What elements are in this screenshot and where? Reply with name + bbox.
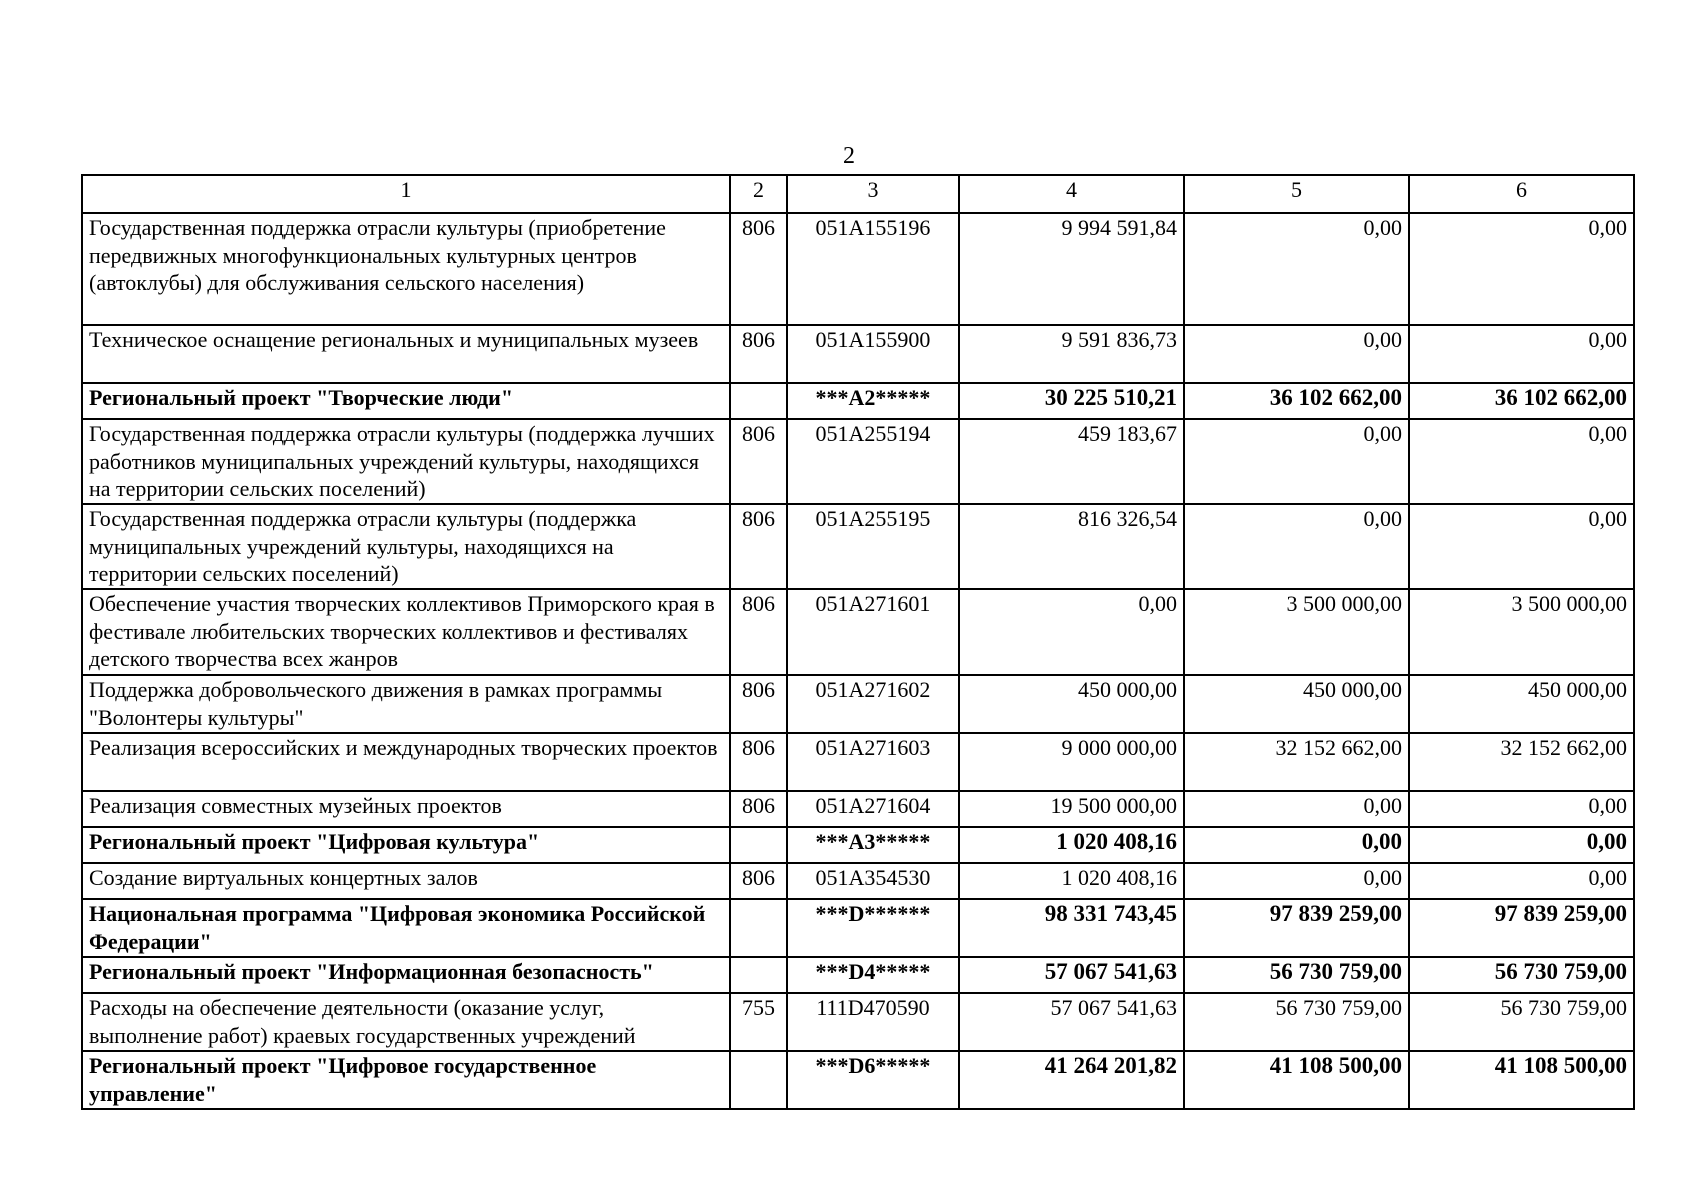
- row-value-6: 41 108 500,00: [1409, 1051, 1634, 1109]
- table-row: [82, 589, 1634, 675]
- table-row: [82, 827, 1634, 863]
- row-value-6: 36 102 662,00: [1409, 383, 1634, 419]
- table-row: [82, 504, 1634, 589]
- row-code: 051A155900: [787, 325, 959, 383]
- row-ved: [730, 827, 787, 863]
- table-header-row: [82, 175, 1634, 213]
- row-value-5: 0,00: [1184, 213, 1409, 325]
- row-value-4: 19 500 000,00: [959, 791, 1184, 827]
- row-value-5: 41 108 500,00: [1184, 1051, 1409, 1109]
- row-ved: 806: [730, 733, 787, 791]
- row-ved: [730, 1051, 787, 1109]
- page-number: 2: [843, 143, 855, 169]
- row-name: Государственная поддержка отрасли культуры (поддержка лучших работников муниципальных учреждений культуры, находящихся на территории сельских поселений): [82, 419, 730, 504]
- table-row: [82, 213, 1634, 325]
- row-value-4: 0,00: [959, 589, 1184, 675]
- column-header-6: 6: [1409, 175, 1634, 213]
- row-name: Государственная поддержка отрасли культуры (поддержка муниципальных учреждений культуры, находящихся на территории сельских поселений): [82, 504, 730, 589]
- table-row: [82, 957, 1634, 993]
- column-header-5: 5: [1184, 175, 1409, 213]
- row-value-4: 459 183,67: [959, 419, 1184, 504]
- row-value-5: 0,00: [1184, 863, 1409, 899]
- row-value-5: 0,00: [1184, 325, 1409, 383]
- row-value-5: 0,00: [1184, 504, 1409, 589]
- row-code: 051A271603: [787, 733, 959, 791]
- column-header-3: 3: [787, 175, 959, 213]
- column-header-1: 1: [82, 175, 730, 213]
- table-row: [82, 675, 1634, 733]
- row-name: Региональный проект "Информационная безопасность": [82, 957, 730, 993]
- row-ved: 806: [730, 589, 787, 675]
- row-ved: 806: [730, 863, 787, 899]
- row-code: ***А3*****: [787, 827, 959, 863]
- row-code: 051A271601: [787, 589, 959, 675]
- row-value-6: 56 730 759,00: [1409, 957, 1634, 993]
- row-value-4: 57 067 541,63: [959, 957, 1184, 993]
- table-row: [82, 733, 1634, 791]
- row-value-6: 56 730 759,00: [1409, 993, 1634, 1051]
- row-code: 051A255195: [787, 504, 959, 589]
- row-code: 051A155196: [787, 213, 959, 325]
- row-ved: 806: [730, 675, 787, 733]
- row-code: ***А2*****: [787, 383, 959, 419]
- row-value-4: 57 067 541,63: [959, 993, 1184, 1051]
- row-name: Обеспечение участия творческих коллективов Приморского края в фестивале любительских творческих коллективов и фестивалях детского творчества всех жанров: [82, 589, 730, 675]
- row-name: Реализация совместных музейных проектов: [82, 791, 730, 827]
- row-name: Государственная поддержка отрасли культуры (приобретение передвижных многофункциональных культурных центров (автоклубы) для обслуживания сельского населения): [82, 213, 730, 325]
- row-value-4: 41 264 201,82: [959, 1051, 1184, 1109]
- row-ved: [730, 383, 787, 419]
- row-ved: 806: [730, 419, 787, 504]
- row-value-6: 0,00: [1409, 504, 1634, 589]
- row-value-4: 98 331 743,45: [959, 899, 1184, 957]
- row-code: ***D6*****: [787, 1051, 959, 1109]
- row-value-5: 36 102 662,00: [1184, 383, 1409, 419]
- row-code: 051A255194: [787, 419, 959, 504]
- row-name: Региональный проект "Цифровое государственное управление": [82, 1051, 730, 1109]
- row-ved: 806: [730, 504, 787, 589]
- row-value-6: 0,00: [1409, 791, 1634, 827]
- row-value-6: 97 839 259,00: [1409, 899, 1634, 957]
- table-row: [82, 791, 1634, 827]
- row-value-5: 56 730 759,00: [1184, 957, 1409, 993]
- row-value-5: 0,00: [1184, 791, 1409, 827]
- row-name: Поддержка добровольческого движения в рамках программы "Волонтеры культуры": [82, 675, 730, 733]
- row-value-6: 0,00: [1409, 419, 1634, 504]
- table-row: [82, 899, 1634, 957]
- row-ved: [730, 957, 787, 993]
- row-value-4: 9 994 591,84: [959, 213, 1184, 325]
- row-ved: 806: [730, 791, 787, 827]
- row-code: 051A271602: [787, 675, 959, 733]
- row-name: Расходы на обеспечение деятельности (оказание услуг, выполнение работ) краевых государственных учреждений: [82, 993, 730, 1051]
- table-row: [82, 383, 1634, 419]
- row-ved: 806: [730, 213, 787, 325]
- row-value-5: 32 152 662,00: [1184, 733, 1409, 791]
- row-value-5: 0,00: [1184, 419, 1409, 504]
- row-value-6: 32 152 662,00: [1409, 733, 1634, 791]
- row-value-5: 97 839 259,00: [1184, 899, 1409, 957]
- row-value-5: 56 730 759,00: [1184, 993, 1409, 1051]
- row-value-4: 1 020 408,16: [959, 827, 1184, 863]
- row-value-6: 0,00: [1409, 213, 1634, 325]
- row-value-4: 816 326,54: [959, 504, 1184, 589]
- row-value-4: 9 000 000,00: [959, 733, 1184, 791]
- row-ved: [730, 899, 787, 957]
- row-value-6: 0,00: [1409, 827, 1634, 863]
- row-value-6: 0,00: [1409, 863, 1634, 899]
- row-name: Национальная программа "Цифровая экономика Российской Федерации": [82, 899, 730, 957]
- table-row: [82, 1051, 1634, 1109]
- row-name: Региональный проект "Цифровая культура": [82, 827, 730, 863]
- row-name: Создание виртуальных концертных залов: [82, 863, 730, 899]
- row-name: Региональный проект "Творческие люди": [82, 383, 730, 419]
- row-value-5: 3 500 000,00: [1184, 589, 1409, 675]
- row-ved: 806: [730, 325, 787, 383]
- row-value-4: 1 020 408,16: [959, 863, 1184, 899]
- table-row: [82, 325, 1634, 383]
- column-header-2: 2: [730, 175, 787, 213]
- row-ved: 755: [730, 993, 787, 1051]
- table-row: [82, 863, 1634, 899]
- row-value-6: 3 500 000,00: [1409, 589, 1634, 675]
- row-code: 051A271604: [787, 791, 959, 827]
- row-name: Реализация всероссийских и международных творческих проектов: [82, 733, 730, 791]
- table-row: [82, 993, 1634, 1051]
- row-code: 051A354530: [787, 863, 959, 899]
- row-value-4: 30 225 510,21: [959, 383, 1184, 419]
- row-value-5: 450 000,00: [1184, 675, 1409, 733]
- row-value-4: 450 000,00: [959, 675, 1184, 733]
- row-code: 111D470590: [787, 993, 959, 1051]
- budget-table: [81, 174, 1635, 1110]
- column-header-4: 4: [959, 175, 1184, 213]
- row-code: ***D******: [787, 899, 959, 957]
- row-value-4: 9 591 836,73: [959, 325, 1184, 383]
- row-value-6: 450 000,00: [1409, 675, 1634, 733]
- row-code: ***D4*****: [787, 957, 959, 993]
- row-name: Техническое оснащение региональных и муниципальных музеев: [82, 325, 730, 383]
- row-value-5: 0,00: [1184, 827, 1409, 863]
- row-value-6: 0,00: [1409, 325, 1634, 383]
- table-row: [82, 419, 1634, 504]
